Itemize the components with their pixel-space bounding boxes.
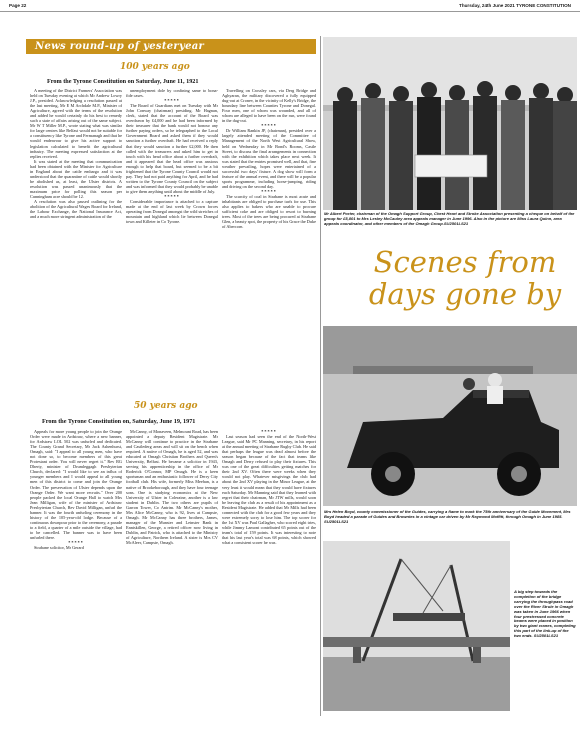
col-1971-a — [30, 429, 122, 709]
separator: ***** — [261, 123, 277, 129]
separator: ***** — [164, 98, 180, 104]
header-rule — [0, 11, 580, 12]
vintage-car-image — [323, 326, 577, 506]
vintage-car-caption: Mrs Helen Boyd, county commissioner of the Guides, carrying a flame to mark the 75th anniversary of the Guide Movement, Mrs Boyd headed a parade of Guides and Brownies in a vintage car driven by Mr Raymond Moffitt, through Omagh in June 1985. SU2501LS21 — [324, 509, 571, 524]
page-number: Page 22 — [9, 2, 27, 8]
paragraph: McCanny, of Monaveen, Melmount Road, has been appointed a deputy Resident Magistrate. Mr McCanny will continue to practice in the Strabane and Castlederg areas and will sit on the bench when required. A native of Omagh, he is aged 52, and was educated at Omagh Christian Brothers and Queen's University, Belfast. He became a solicitor in 1943, serving his apprenticeship in the office of Mr Roderick O'Connor, MP Omagh. He is a keen sportsman and an enthusiastic follower of Derry City football club. His wife, formerly Miss Meehan, is a native of Brookeborough, and they have four teenage sons. One is studying economics at the New University of Ulster in Coleraine, another is a law student in Dublin. The two others are pupils of Garron Tower, Co Antrim. Mr McCanny's mother, Mrs Alice McCanny, who is 92, lives at Campsie, Omagh. Mr McCanny has three brothers, James, manager of the Munster and Leinster Bank in Enniskillen, George, a retired officer now living in Dublin, and Patrick, who is attached to the Ministry of Agriculture, Northern Ireland. A sister is Mrs CV McAleer, Campsie, Omagh. — [126, 429, 218, 546]
separator: ***** — [261, 188, 277, 194]
paragraph: Travelling on Crossley cars, via Derg Bridge and Aghyaran, the military discovered a fully equipped dug-out at Cronev, in the vicinity of Kelly's Bridge, the boundary line between Counties Tyrone and Donegal. Four men, one of whom was wounded, and all of whom are alleged to have been on the run, were found in the dug-out. — [222, 88, 316, 124]
paragraph: It was stated at the meeting that communication had been obtained with the Minister for Agriculture in England about the cattle embargo and it was understood that the quarantine of cattle would shortly be abolished as, at least, the Ulster districts. A resolution was passed unanimously that the maximum price for polling this season per Cunningham acre should be 12. — [30, 158, 122, 199]
source-1971: From the Tyrone Constitution on, Saturday, June 19, 1971 — [42, 418, 196, 425]
source-1921: From the Tyrone Constitution on Saturday, June 11, 1921 — [47, 78, 199, 85]
paragraph: The scarcity of coal in Strabane is most acute and inhabitants are obliged to purchase turfs for use. This also applies to bakers who are unable to procure sufficient coke and are obliged to resort to burning trees. Most of the trees are being procured at Strabane Glen, a beauty spot, the property of his Grace the Duke of Abercorn. — [222, 193, 316, 230]
paragraph: Strabane solicitor, Mr Gerard — [34, 545, 84, 551]
group-photo-caption: Mr Albert Porter, chairman of the Omagh Support Group, Chest Heart and Stroke Association presenting a cheque on behalf of the group for £5,801 to Mrs Lesley McCauley area appeals manager in June 1996. Also in the picture are Miss Laura Quinn, area appeals coordinator, and other members of the Omagh Group.SU2501LS21 — [324, 211, 575, 226]
ago-50: 50 years ago — [134, 401, 198, 411]
vintage-car-photo — [323, 326, 577, 506]
banner-title: News round-up of yesteryear — [35, 41, 205, 52]
col-1971-b — [126, 429, 218, 709]
separator: ***** — [261, 429, 277, 434]
paragraph: Dr William Rankin JP, (chairman), presided over a largely attended meeting of the Committee of Management of the North West Agricultural Show, held on Wednesday in Mr Bond's Rooms, Castle Street, to discuss the final arrangements in connection with the exhibition which takes place next week. It was stated that the entries promised well, and that, fine weather prevailing, hopes were entertained of a successful two days' fixture. A dog show will form a feature of the annual event, and there will be a popular sports programme, including horse-jumping, riding and driving on the second day. — [222, 128, 316, 189]
col-1971-c — [222, 429, 316, 709]
paragraph: A meeting of the District Farmers' Association was held on Tuesday evening at which Mr Andrew Lowry J.P., presided. Acknowledging a resolution passed at the last meeting, Mr E M Archdale M.P., Minister of Agriculture, agreed with the terms of the resolution and added he would certainly do his best to remedy such a state of affairs arising out of the same subject. Mr W T Miller M.P., wrote stating what was similar for large centres like Belfast would not be suitable for a constituency like Tyrone and Fermanagh and that he would endeavour to give his active support to legislation calculated to benefit the agricultural industry. The meeting expressed satisfaction at the replies received. — [30, 88, 122, 159]
col-1921-c — [222, 88, 316, 393]
section-banner — [26, 39, 316, 54]
page-header — [0, 0, 580, 10]
column-rule — [320, 36, 321, 716]
col-1921-b — [126, 88, 218, 393]
paragraph: unemployment dole by confining same to bona-fide cases. — [126, 88, 218, 99]
paragraph: Last season had seen the end of the North-West League, said Mr PC Manning, secretary, in his report at the annual meeting of Strabane Rugby Club. He said that perhaps the league was dead almost before the season began because of the fact that teams like Omagh and Derry refused to play their fixtures. This was one of the great difficulties getting matches for their 2nd XV. Often there were weeks when they would not play. Whatever misgivings the club had about the 2nd XV playing in the Minor League, at the very least it would mean that they would have fixtures each Saturday. Mr Manning said that they learned with regret that their chairman, Mr JTW mills, would soon be leaving the club as a result of his appointment as a Resident Magistrate. He added that Mr Mills had been connected with the club for a good few years and they were extremely sorry to lose him. The top scorer for the 1st XV was Paul Gallagher, who scored eight tries, while Jimmy Lamont contributed 65 points out of the team's total of 159 points. It was interesting to note that his last year's total was 68 points, which showed what a consistent scorer he was. — [222, 434, 316, 546]
bridge-caption: A big step towards the completion of the bridge carrying the throughpass road over the River Strule in Omagh was taken in June 1966 when four prestressed concrete beams were placed in position by two giant cranes, completing this part of the link-up of the two ends. SU2501LS21 — [514, 589, 576, 639]
group-photo — [323, 37, 577, 210]
group-photo-image — [323, 37, 577, 210]
scenes-title — [360, 246, 570, 310]
col-1921-a — [30, 88, 122, 393]
bridge-photo — [323, 541, 510, 711]
scenes-title-line-2: days gone by — [368, 277, 562, 311]
ago-100: 100 years ago — [120, 62, 190, 72]
separator: ***** — [68, 540, 84, 546]
paragraph: The Board of Guardians met on Tuesday with Mr John Conway (chairman) presiding. Mr Hagnan, clerk, stated that the account of the Board was overdrawn by £4,000 and he had been informed by their treasurer that the bank would not honour any further paying orders, so he telegraphed to the Local Government Board and asked them if they would sanction a further overdraft. He had received a reply that they would sanction a further £2,000. He then called with the treasurers and asked him to get in touch with his head office about a further overdraft, and it appeared that the head office was anxious enough to help that board, but seemed to be a bit frightened that the Tyrone County Council would not pay. They had not paid anything for April, and he had written to the Tyrone County Council on the subject and was informed that they would probably be unable to give them anything until about the middle of July. — [126, 103, 218, 194]
dateline: Thursday, 24th June 2021 TYRONE CONSTITUTION — [459, 2, 571, 8]
scenes-title-line-1: Scenes from — [373, 245, 557, 279]
paragraph: Considerable importance is attached to a capture made at the end of last week by Crown forces operating from Donegal amongst the wild stretches of mountain and highland which lie between Donegal town and Killeter in Co Tyrone. — [126, 199, 218, 225]
paragraph: A resolution was also passed outlining for the abolition of the Agricultural Wages Board for Ireland, the Labour Exchange, the National Insurance Act, and a much more stringent administration of the — [30, 199, 122, 220]
bridge-image — [323, 541, 510, 711]
separator: ***** — [164, 193, 180, 199]
paragraph: Appeals for more young people to join the Orange Order were made in Ardstraw, where a new banner, for Ardstraw LOL 502 was unfurled and dedicated. The County Grand Secretary, Mr Jack Ashenhurst, Omagh, said: "I appeal to all young men, who have not done so, to become members of this great Protestant order. You will never regret it." Rev RG Dherty, minister of Drumleggagh Presbyterian Church, declared: "I would like to see an influx of younger members and I would appeal to all young men of this district to come and join the Orange Order. The preservation of Ulster depends upon the Orange Order. We want more recruits." Over 200 people packed the local Orange Hall to watch Mrs Jean Milligan, wife of the minister of Ardstraw Presbyterian Church, Rev David Milligan, unfurl the banner. It was the fourth unfurling ceremony in the history of the 105-year-old lodge. Because of a continuous downpour prior to the ceremony, a parade to a field, a quarter of a mile outside the village, had to be cancelled. The banner was to have been unfurled there. — [30, 429, 122, 540]
